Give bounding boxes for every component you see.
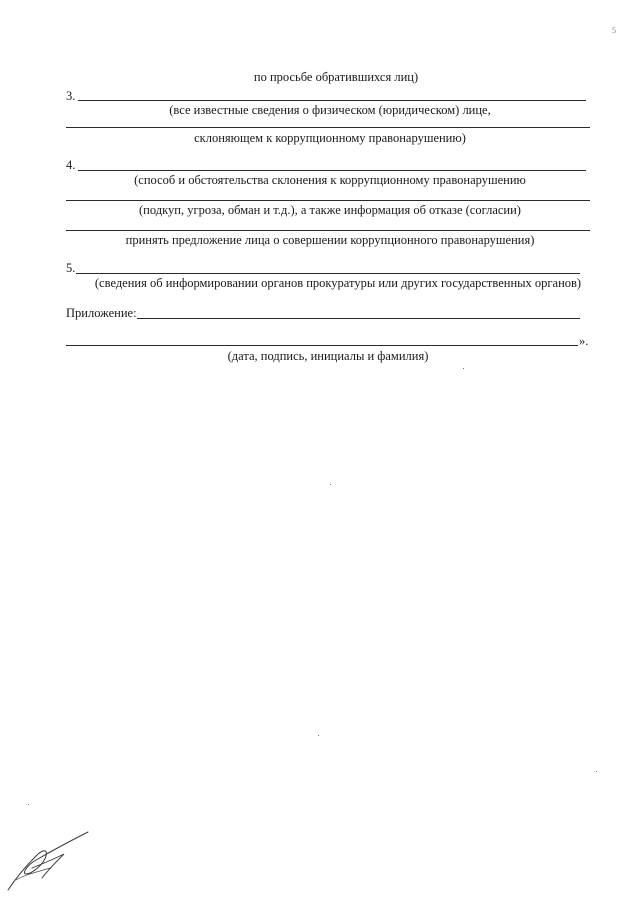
scan-speck: [596, 771, 597, 772]
item-4-fill-line-1: [78, 170, 586, 171]
item-3-caption-2: склоняющем к коррупционному правонарушению): [194, 131, 466, 145]
item-4-caption-2: (подкуп, угроза, обман и т.д.), а также информация об отказе (согласии): [139, 203, 521, 217]
attachment-fill-line: [137, 318, 580, 319]
continuation-caption: по просьбе обратившихся лиц): [253, 70, 419, 84]
scan-speck: [28, 804, 29, 805]
scan-speck: [463, 368, 464, 369]
item-4-caption-3: принять предложение лица о совершении коррупционного правонарушения): [125, 233, 535, 247]
item-3-fill-line-1: [78, 100, 586, 101]
item-4-fill-line-2: [66, 200, 590, 201]
item-3-fill-line-2: [66, 127, 590, 128]
item-4-number: 4.: [66, 158, 76, 172]
closing-quote: ».: [579, 334, 589, 348]
item-5-fill-line: [76, 273, 580, 274]
attachment-label: Приложение:: [66, 306, 137, 320]
item-4-fill-line-3: [66, 230, 590, 231]
item-3-number: 3.: [66, 89, 76, 103]
handwritten-signature: [2, 828, 100, 894]
item-5-number: 5.: [66, 261, 76, 275]
item-5-caption-1: (сведения об информировании органов прокуратуры или других государственных органов): [94, 276, 582, 290]
page-number-mark: 5: [612, 26, 616, 35]
signature-fill-line: [66, 345, 578, 346]
scan-speck: [330, 484, 331, 485]
item-3-caption-1: (все известные сведения о физическом (юридическом) лице,: [169, 103, 491, 117]
signature-caption: (дата, подпись, инициалы и фамилия): [227, 349, 429, 363]
item-4-caption-1: (способ и обстоятельства склонения к коррупционному правонарушению: [134, 173, 526, 187]
scan-speck: [318, 735, 319, 736]
